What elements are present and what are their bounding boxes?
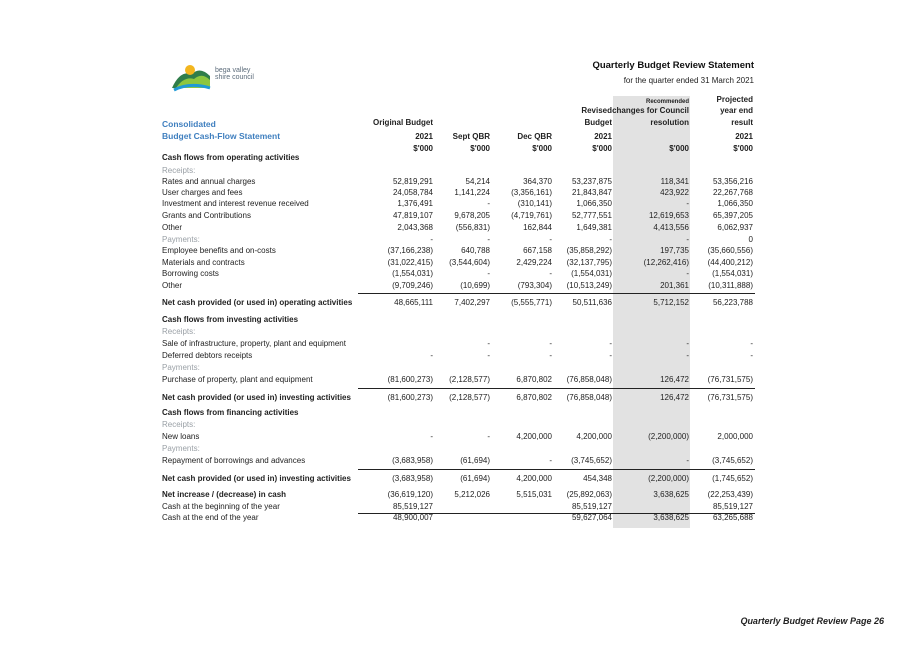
col-header-original-budget-year: 2021: [415, 132, 433, 141]
logo-text: [215, 67, 254, 81]
cell-dec-qbr: (310,141): [517, 199, 552, 208]
cell-revised-budget: 85,519,127: [571, 502, 612, 511]
row-label: Sale of infrastructure, property, plant and equipment: [162, 339, 346, 348]
cell-sept-qbr: (556,831): [455, 223, 490, 232]
cell-original-budget: -: [430, 235, 433, 244]
cell-original-budget: (31,022,415): [387, 258, 433, 267]
cell-dec-qbr: -: [549, 235, 552, 244]
row-label: Materials and contracts: [162, 258, 245, 267]
cell-recommended-changes: 12,619,653: [648, 211, 689, 220]
cell-sept-qbr: (61,694): [460, 474, 490, 483]
cell-projected-result: 6,062,937: [717, 223, 753, 232]
cell-sept-qbr: 7,402,297: [454, 298, 490, 307]
row-label: Receipts:: [162, 166, 196, 175]
col-header-recommended-changes-l2: resolution: [650, 118, 689, 127]
row-label: Borrowing costs: [162, 269, 219, 278]
cell-revised-budget: (76,858,048): [566, 393, 612, 402]
col-header-projected-result-l2: result: [731, 118, 753, 127]
cell-projected-result: 22,267,768: [712, 188, 753, 197]
cell-revised-budget: (76,858,048): [566, 375, 612, 384]
cell-projected-result: (3,745,652): [712, 456, 753, 465]
cell-projected-result: (10,311,888): [708, 281, 753, 290]
cell-sept-qbr: -: [487, 269, 490, 278]
row-label: Receipts:: [162, 420, 196, 429]
cell-dec-qbr: 667,158: [523, 246, 552, 255]
cell-sept-qbr: -: [487, 199, 490, 208]
row-label: Net cash provided (or used in) investing activities: [162, 393, 351, 402]
cell-recommended-changes: (2,200,000): [648, 474, 689, 483]
cell-dec-qbr: (5,555,771): [511, 298, 552, 307]
cell-revised-budget: -: [609, 235, 612, 244]
cell-original-budget: (9,709,246): [392, 281, 433, 290]
cell-revised-budget: 4,200,000: [576, 432, 612, 441]
cell-dec-qbr: -: [549, 269, 552, 278]
row-label: Net cash provided (or used in) investing activities: [162, 474, 351, 483]
cell-projected-result: -: [750, 351, 753, 360]
cell-projected-result: 53,356,216: [712, 177, 753, 186]
cell-sept-qbr: (2,128,577): [449, 393, 490, 402]
cell-dec-qbr: 6,870,802: [516, 393, 552, 402]
cell-recommended-changes: 201,361: [660, 281, 689, 290]
cell-original-budget: -: [430, 432, 433, 441]
row-label: Repayment of borrowings and advances: [162, 456, 306, 465]
cell-recommended-changes: 126,472: [660, 393, 689, 402]
cell-projected-result: (76,731,575): [707, 375, 753, 384]
cell-dec-qbr: (4,719,761): [511, 211, 552, 220]
col-header-original-budget-l2: Original Budget: [373, 118, 433, 127]
cell-projected-result: 85,519,127: [712, 502, 753, 511]
cell-sept-qbr: -: [487, 339, 490, 348]
cell-sept-qbr: 640,788: [461, 246, 490, 255]
cell-recommended-changes: 118,341: [660, 177, 689, 186]
logo-line2: shire council: [215, 74, 254, 81]
cell-revised-budget: -: [609, 339, 612, 348]
row-label: Other: [162, 223, 183, 232]
cell-dec-qbr: 6,870,802: [516, 375, 552, 384]
cell-revised-budget: (35,858,292): [566, 246, 612, 255]
cell-revised-budget: (10,513,249): [566, 281, 612, 290]
cell-original-budget: (81,600,273): [387, 393, 433, 402]
row-label: Other: [162, 281, 183, 290]
statement-name-line1: Consolidated: [162, 119, 216, 129]
cell-projected-result: 65,397,205: [712, 211, 753, 220]
col-header-revised-budget-unit: $'000: [592, 144, 612, 153]
document-subtitle: for the quarter ended 31 March 2021: [623, 76, 754, 85]
cell-sept-qbr: -: [487, 432, 490, 441]
cell-sept-qbr: (10,699): [460, 281, 490, 290]
cell-projected-result: 0: [748, 235, 753, 244]
col-header-projected-result-l0: Projected: [716, 95, 753, 104]
row-label: Grants and Contributions: [162, 211, 251, 220]
cell-dec-qbr: -: [549, 339, 552, 348]
cell-original-budget: 47,819,107: [392, 211, 433, 220]
cell-recommended-changes: 126,472: [660, 375, 689, 384]
cell-projected-result: -: [750, 339, 753, 348]
cell-revised-budget: 1,649,381: [576, 223, 612, 232]
col-header-revised-budget-year: 2021: [594, 132, 612, 141]
cell-revised-budget: 454,348: [583, 474, 612, 483]
col-header-sept-qbr-unit: $'000: [470, 144, 490, 153]
cell-dec-qbr: 2,429,224: [516, 258, 552, 267]
cell-sept-qbr: (2,128,577): [449, 375, 490, 384]
row-label: Payments:: [162, 235, 200, 244]
cell-original-budget: 52,819,291: [392, 177, 433, 186]
row-label: Receipts:: [162, 327, 196, 336]
cell-recommended-changes: -: [686, 269, 689, 278]
cell-original-budget: (81,600,273): [387, 375, 433, 384]
cell-projected-result: 2,000,000: [717, 432, 753, 441]
col-header-dec-qbr-unit: $'000: [532, 144, 552, 153]
cell-recommended-changes: 197,735: [660, 246, 689, 255]
cell-sept-qbr: 54,214: [465, 177, 490, 186]
cell-projected-result: 1,066,350: [717, 199, 753, 208]
cell-projected-result: 56,223,788: [712, 298, 753, 307]
cell-sept-qbr: -: [487, 351, 490, 360]
cell-projected-result: (1,554,031): [712, 269, 753, 278]
cell-sept-qbr: 1,141,224: [454, 188, 490, 197]
row-label: Cash flows from investing activities: [162, 315, 299, 324]
cell-revised-budget: 1,066,350: [576, 199, 612, 208]
cell-recommended-changes: (12,262,416): [643, 258, 689, 267]
row-label: Net cash provided (or used in) operating activities: [162, 298, 353, 307]
row-label: New loans: [162, 432, 200, 441]
cell-original-budget: 48,665,111: [394, 298, 433, 307]
document-title: Quarterly Budget Review Statement: [592, 60, 754, 71]
cell-projected-result: (22,253,439): [707, 490, 753, 499]
total-rule: [358, 293, 755, 294]
cell-original-budget: (3,683,958): [392, 456, 433, 465]
cell-original-budget: 24,058,784: [392, 188, 433, 197]
row-label: Employee benefits and on-costs: [162, 246, 276, 255]
cell-projected-result: (35,660,556): [707, 246, 753, 255]
cell-original-budget: 85,519,127: [392, 502, 433, 511]
row-label: User charges and fees: [162, 188, 243, 197]
cell-recommended-changes: (2,200,000): [648, 432, 689, 441]
cell-revised-budget: 50,511,636: [572, 298, 612, 307]
col-header-sept-qbr-year: Sept QBR: [452, 132, 490, 141]
cell-recommended-changes: 3,638,625: [653, 490, 689, 499]
cell-original-budget: 2,043,368: [397, 223, 433, 232]
cell-projected-result: 63,265,688: [712, 513, 753, 522]
cell-recommended-changes: 5,712,152: [653, 298, 689, 307]
cell-dec-qbr: -: [549, 351, 552, 360]
cell-sept-qbr: 9,678,205: [454, 211, 490, 220]
cell-original-budget: (37,166,238): [387, 246, 433, 255]
total-rule: [358, 469, 755, 470]
cell-original-budget: (1,554,031): [392, 269, 433, 278]
cell-revised-budget: (1,554,031): [571, 269, 612, 278]
cell-original-budget: 48,900,007: [392, 513, 433, 522]
row-label: Cash at the end of the year: [162, 513, 259, 522]
cell-dec-qbr: 5,515,031: [516, 490, 552, 499]
cell-dec-qbr: (3,356,161): [511, 188, 552, 197]
cell-revised-budget: 21,843,847: [571, 188, 612, 197]
cell-projected-result: (1,745,652): [712, 474, 753, 483]
row-label: Rates and annual charges: [162, 177, 256, 186]
cell-sept-qbr: (3,544,604): [449, 258, 490, 267]
cell-revised-budget: 53,237,875: [571, 177, 612, 186]
row-label: Investment and interest revenue received: [162, 199, 309, 208]
cell-dec-qbr: 4,200,000: [516, 474, 552, 483]
cell-dec-qbr: 364,370: [523, 177, 552, 186]
col-header-projected-result-l1: year end: [720, 106, 753, 115]
col-header-original-budget-unit: $'000: [413, 144, 433, 153]
cell-recommended-changes: -: [686, 339, 689, 348]
cell-recommended-changes: 423,922: [660, 188, 689, 197]
col-header-recommended-changes-l1: changes for Council: [612, 106, 689, 115]
col-header-revised-budget-l2: Budget: [584, 118, 612, 127]
cell-revised-budget: (32,137,795): [566, 258, 612, 267]
cell-revised-budget: 59,627,064: [571, 513, 612, 522]
statement-name-line2: Budget Cash-Flow Statement: [162, 131, 281, 141]
cell-dec-qbr: 162,844: [523, 223, 552, 232]
col-header-revised-budget-l1: Revised: [581, 106, 612, 115]
cell-original-budget: 1,376,491: [397, 199, 433, 208]
cell-original-budget: (36,619,120): [387, 490, 433, 499]
recommended-changes-shading: [613, 96, 690, 528]
cell-recommended-changes: -: [686, 235, 689, 244]
row-label: Net increase / (decrease) in cash: [162, 490, 287, 499]
cell-sept-qbr: 5,212,026: [454, 490, 490, 499]
row-label: Payments:: [162, 444, 200, 453]
cell-recommended-changes: -: [686, 456, 689, 465]
row-label: Cash at the beginning of the year: [162, 502, 280, 511]
page-footer: Quarterly Budget Review Page 26: [740, 616, 884, 626]
col-header-recommended-changes-l0: Recommended: [645, 99, 689, 105]
total-rule: [358, 388, 755, 389]
cell-recommended-changes: -: [686, 199, 689, 208]
cell-recommended-changes: -: [686, 351, 689, 360]
cell-recommended-changes: 4,413,556: [653, 223, 689, 232]
cell-dec-qbr: 4,200,000: [516, 432, 552, 441]
cell-original-budget: -: [430, 351, 433, 360]
cell-dec-qbr: (793,304): [517, 281, 552, 290]
row-label: Purchase of property, plant and equipment: [162, 375, 313, 384]
cell-revised-budget: (3,745,652): [571, 456, 612, 465]
row-label: Payments:: [162, 363, 200, 372]
cell-recommended-changes: 3,638,625: [653, 513, 689, 522]
cell-sept-qbr: (61,694): [460, 456, 490, 465]
cell-revised-budget: -: [609, 351, 612, 360]
col-header-projected-result-year: 2021: [735, 132, 753, 141]
cell-revised-budget: 52,777,551: [571, 211, 612, 220]
col-header-projected-result-unit: $'000: [733, 144, 753, 153]
col-header-recommended-changes-unit: $'000: [669, 144, 689, 153]
cell-revised-budget: (25,892,063): [566, 490, 612, 499]
cell-original-budget: (3,683,958): [392, 474, 433, 483]
row-label: Cash flows from operating activities: [162, 153, 300, 162]
col-header-dec-qbr-year: Dec QBR: [517, 132, 552, 141]
logo-line1: bega valley: [215, 67, 251, 74]
row-label: Deferred debtors receipts: [162, 351, 253, 360]
cell-dec-qbr: -: [549, 456, 552, 465]
row-label: Cash flows from financing activities: [162, 408, 299, 417]
cell-projected-result: (76,731,575): [707, 393, 753, 402]
cell-sept-qbr: -: [487, 235, 490, 244]
cell-projected-result: (44,400,212): [707, 258, 753, 267]
